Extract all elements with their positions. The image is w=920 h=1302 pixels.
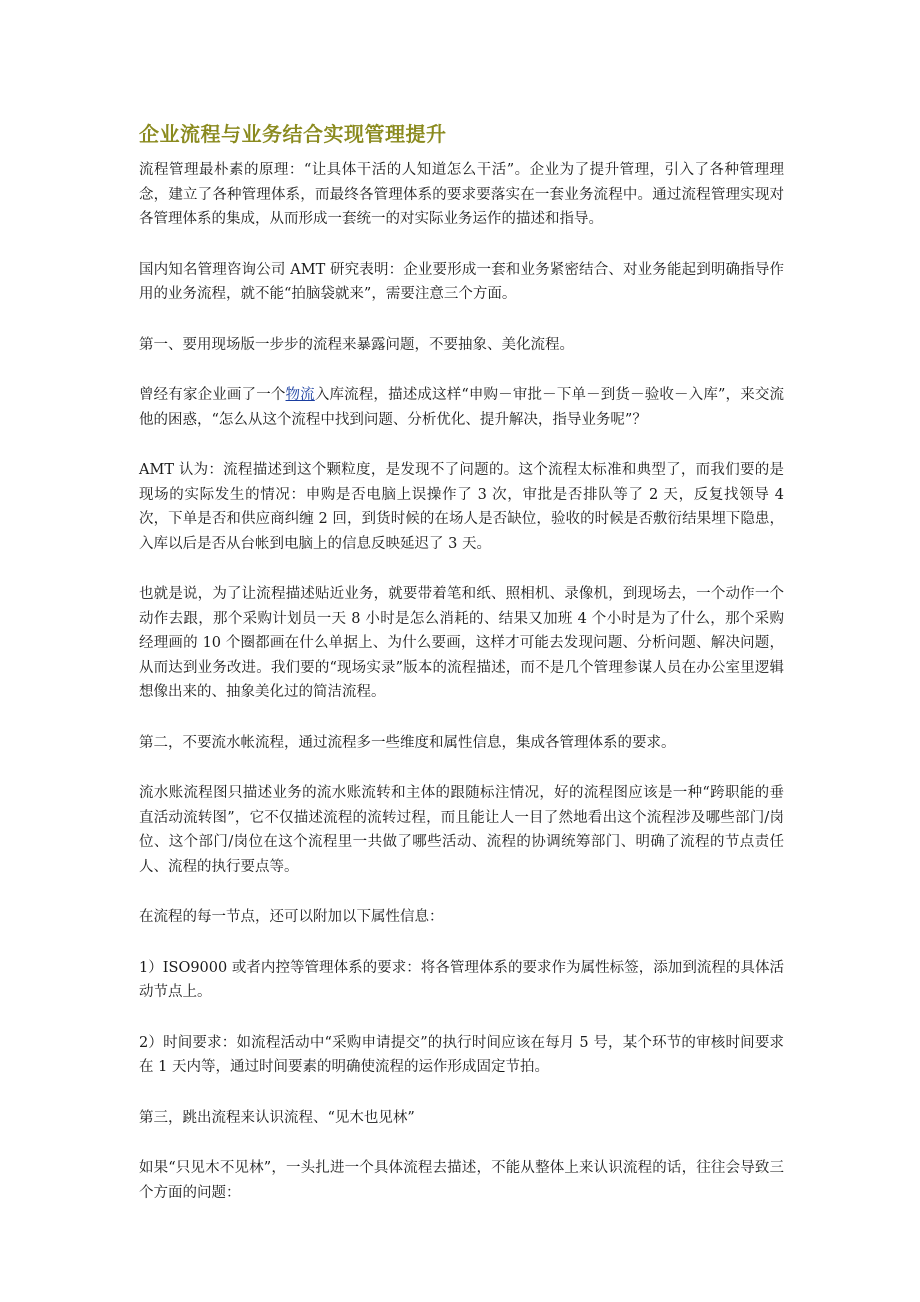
paragraph-7: 第二，不要流水帐流程，通过流程多一些维度和属性信息，集成各管理体系的要求。 <box>139 734 676 751</box>
document-page <box>139 118 784 1231</box>
paragraph-5: AMT 认为：流程描述到这个颗粒度，是发现不了问题的。这个流程太标准和典型了，而我们要的是现场的实际发生的情况：申购是否电脑上误操作了 3 次，审批是否排队等了 2 天，反复找领导 4 次，下单是否和供应商纠缠 2 回，到货时候的在场人是否缺位，验收的时候是否敷衍结果埋下隐患，入库以后是否从台帐到电脑上的信息反映延迟了 3 天。 <box>139 462 784 552</box>
paragraph-10: 1）ISO9000 或者内控等管理体系的要求：将各管理体系的要求作为属性标签，添加到流程的具体活动节点上。 <box>139 959 784 1000</box>
paragraph-13: 如果“只见木不见林”，一头扎进一个具体流程去描述，不能从整体上来认识流程的话，往往会导致三个方面的问题： <box>139 1160 784 1201</box>
paragraph-4 <box>139 383 784 432</box>
paragraph-3: 第一、要用现场版一步步的流程来暴露问题，不要抽象、美化流程。 <box>139 336 574 353</box>
paragraph-1: 流程管理最朴素的原理：“让具体干活的人知道怎么干活”。企业为了提升管理，引入了各种管理理念，建立了各种管理体系，而最终各管理体系的要求要落实在一套业务流程中。通过流程管理实现对各管理体系的集成，从而形成一套统一的对实际业务运作的描述和指导。 <box>139 162 784 227</box>
paragraph-9: 在流程的每一节点，还可以附加以下属性信息： <box>139 909 444 925</box>
paragraph-11: 2）时间要求：如流程活动中“采购申请提交”的执行时间应该在每月 5 号，某个环节的审核时间要求在 1 天内等，通过时间要素的明确使流程的运作形成固定节拍。 <box>139 1034 784 1075</box>
paragraph-4-after: 入库流程，描述成这样“申购－审批－下单－到货－验收－入库”，来交流他的困惑，“怎么从这个流程中找到问题、分析优化、提升解决，指导业务呢”？ <box>139 387 785 428</box>
paragraph-6: 也就是说，为了让流程描述贴近业务，就要带着笔和纸、照相机、录像机，到现场去，一个动作一个动作去跟，那个采购计划员一天 8 小时是怎么消耗的、结果又加班 4 个小时是为了什么，那个采购经理画的 10 个圈都画在什么单据上、为什么要画，这样才可能去发现问题、分析问题、解决问题，从而达到业务改进。我们要的“现场实录”版本的流程描述，而不是几个管理参谋人员在办公室里逻辑想像出来的、抽象美化过的简洁流程。 <box>139 586 784 700</box>
logistics-link[interactable]: 物流 <box>285 387 315 403</box>
document-title: 企业流程与业务结合实现管理提升 <box>139 122 447 146</box>
paragraph-2: 国内知名管理咨询公司 AMT 研究表明：企业要形成一套和业务紧密结合、对业务能起到明确指导作用的业务流程，就不能“拍脑袋就来”，需要注意三个方面。 <box>139 261 784 302</box>
paragraph-12: 第三，跳出流程来认识流程、“见木也见林” <box>139 1109 415 1126</box>
paragraph-4-before: 曾经有家企业画了一个 <box>139 387 286 403</box>
paragraph-8: 流水账流程图只描述业务的流水账流转和主体的跟随标注情况，好的流程图应该是一种“跨职能的垂直活动流转图”，它不仅描述流程的流转过程，而且能让人一目了然地看出这个流程涉及哪些部门/岗位、这个部门/岗位在这个流程里一共做了哪些活动、流程的协调统筹部门、明确了流程的节点责任人、流程的执行要点等。 <box>139 785 784 875</box>
